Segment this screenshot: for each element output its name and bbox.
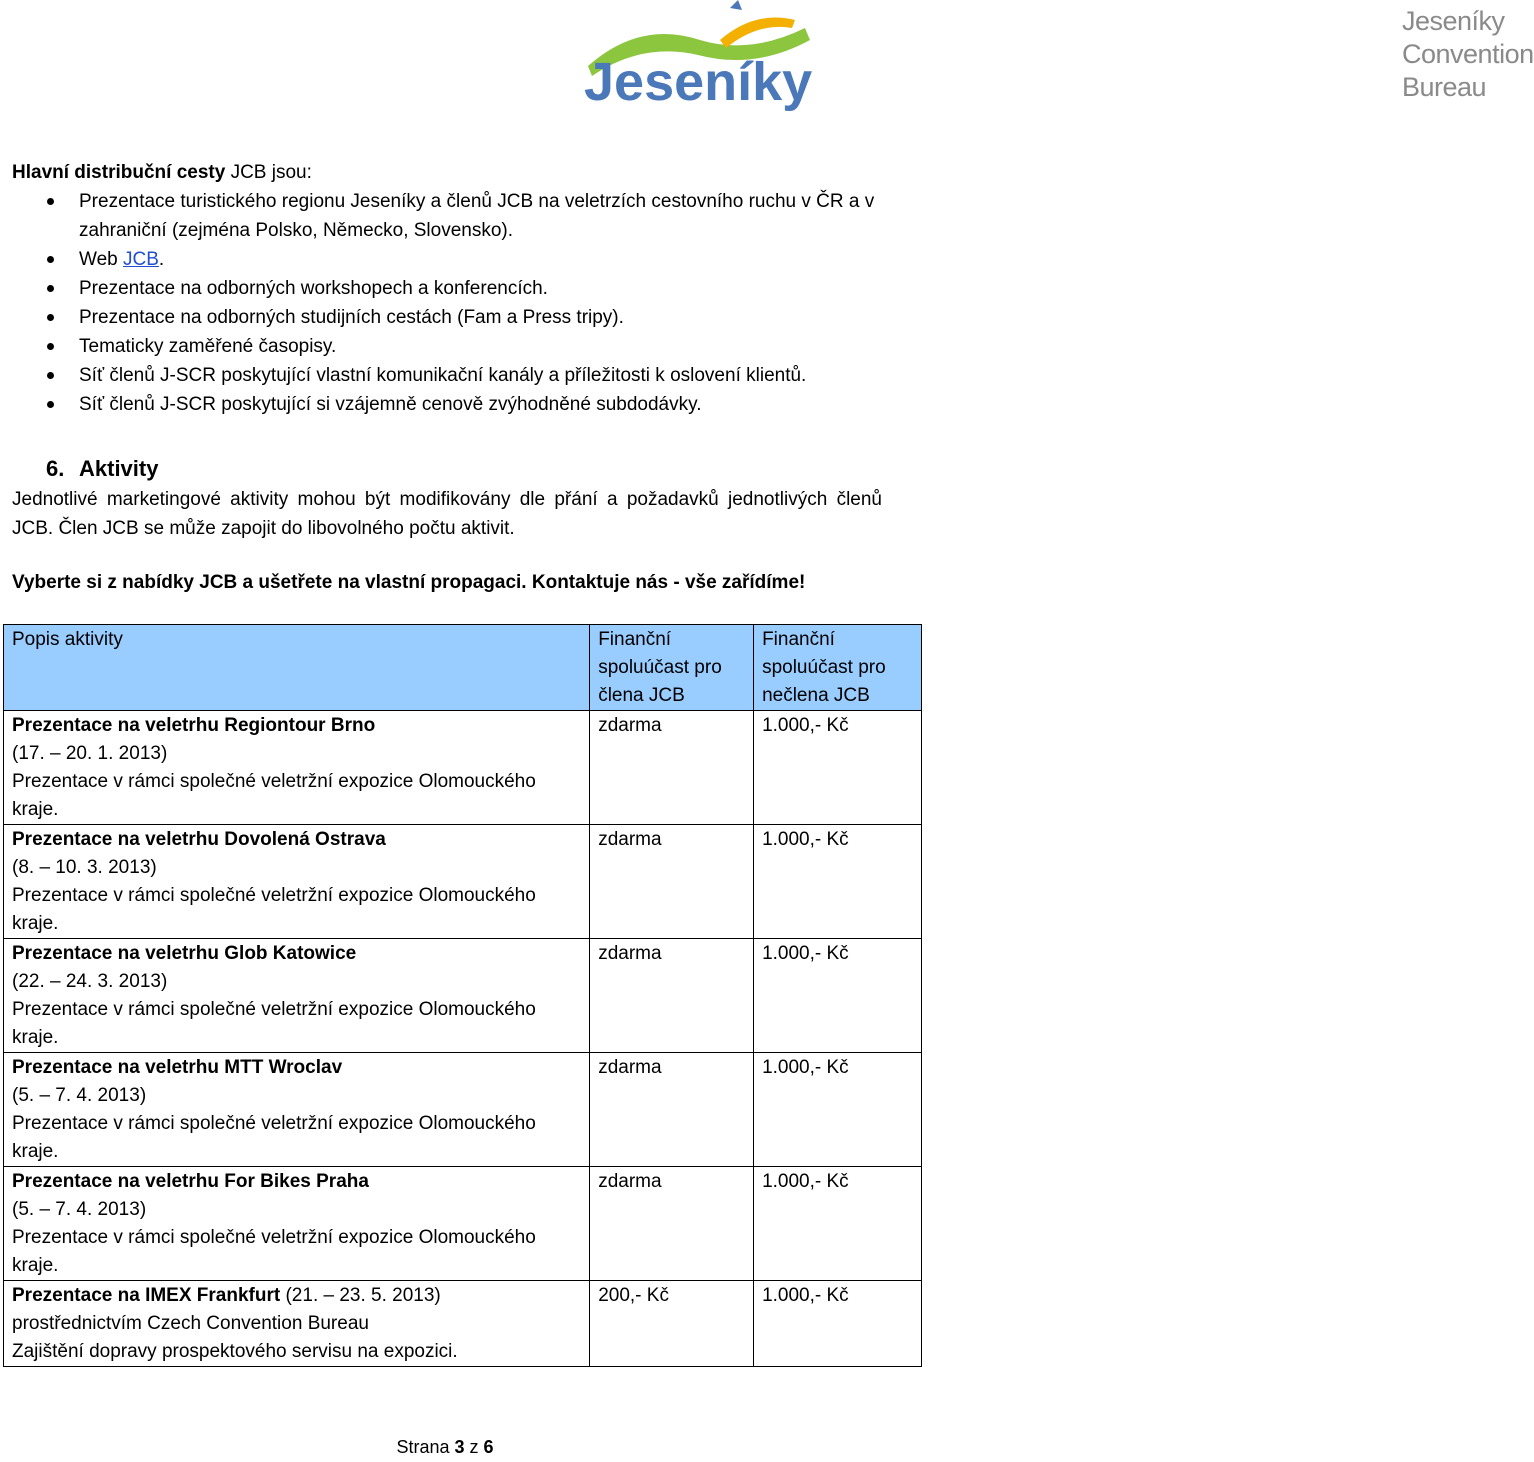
section-heading: 6. Aktivity — [46, 456, 159, 481]
activity-description — [4, 1281, 590, 1367]
member-price: zdarma — [590, 1167, 754, 1281]
list-item: Tematicky zaměřené časopisy. — [12, 332, 892, 361]
activity-line: Prezentace v rámci společné veletržní expozice Olomouckého kraje. — [12, 999, 536, 1048]
header-description: Popis aktivity — [4, 625, 590, 711]
nonmember-price: 1.000,- Kč — [754, 825, 922, 939]
activity-line: (22. – 24. 3. 2013) — [12, 971, 168, 992]
table-row — [4, 1053, 922, 1167]
activity-description — [4, 825, 590, 939]
activity-description — [4, 711, 590, 825]
member-price: zdarma — [590, 939, 754, 1053]
nonmember-price: 1.000,- Kč — [754, 1167, 922, 1281]
table-row — [4, 1281, 922, 1367]
svg-text:Jeseníky: Jeseníky — [584, 52, 813, 112]
activities-table — [3, 624, 922, 1367]
list-item: Prezentace turistického regionu Jeseníky a členů JCB na veletrzích cestovního ruchu v ČR a v zahraniční (zejména Polsko, Německo, Slovensko). — [12, 187, 892, 245]
activity-title: Prezentace na veletrhu MTT Wroclav — [12, 1057, 343, 1078]
nonmember-price: 1.000,- Kč — [754, 1281, 922, 1367]
logo-line-2: Convention — [1402, 39, 1534, 69]
call-to-action: Vyberte si z nabídky JCB a ušetřete na vlastní propagaci. Kontaktuje nás - vše zařídíme! — [12, 572, 806, 593]
section-text: Jednotlivé marketingové aktivity mohou být modifikovány dle přání a požadavků jednotlivých členů JCB. Člen JCB se může zapojit do libovolného počtu aktivit. — [12, 489, 882, 539]
logo-line-3: Bureau — [1402, 72, 1487, 102]
activity-line: (5. – 7. 4. 2013) — [12, 1199, 147, 1220]
member-price: zdarma — [590, 711, 754, 825]
activity-title-line — [12, 1282, 581, 1310]
list-item: Síť členů J-SCR poskytující si vzájemně cenově zvýhodněné subdodávky. — [12, 390, 892, 419]
member-price: zdarma — [590, 1053, 754, 1167]
activity-line: (8. – 10. 3. 2013) — [12, 857, 157, 878]
activity-title: Prezentace na veletrhu For Bikes Praha — [12, 1171, 369, 1192]
activity-title: Prezentace na IMEX Frankfurt — [12, 1285, 281, 1306]
activity-date: (21. – 23. 5. 2013) — [280, 1285, 441, 1306]
list-item: Síť členů J-SCR poskytující vlastní komunikační kanály a příležitosti k oslovení klientů. — [12, 361, 892, 390]
activity-line: (5. – 7. 4. 2013) — [12, 1085, 147, 1106]
logo-line-1: Jeseníky — [1402, 6, 1505, 36]
list-item: Prezentace na odborných studijních cestách (Fam a Press tripy). — [12, 303, 892, 332]
table-row — [4, 939, 922, 1053]
activity-description — [4, 939, 590, 1053]
activity-line: Prezentace v rámci společné veletržní expozice Olomouckého kraje. — [12, 885, 536, 934]
activity-description — [4, 1053, 590, 1167]
nonmember-price: 1.000,- Kč — [754, 939, 922, 1053]
list-item-web: Web JCB. — [12, 245, 892, 274]
table-row — [4, 711, 922, 825]
activity-description — [4, 1167, 590, 1281]
distribution-block — [12, 158, 892, 419]
activity-title: Prezentace na veletrhu Glob Katowice — [12, 943, 357, 964]
page-number: Strana 3 z 6 — [396, 1437, 494, 1457]
jcb-link[interactable]: JCB — [123, 249, 159, 270]
header-nonmember: Finanční spoluúčast pro nečlena JCB — [754, 625, 922, 711]
member-price: 200,- Kč — [590, 1281, 754, 1367]
table-row — [4, 825, 922, 939]
activity-title: Prezentace na veletrhu Regiontour Brno — [12, 715, 376, 736]
distribution-title: Hlavní distribuční cesty JCB jsou: — [12, 162, 312, 183]
table-header-row — [4, 625, 922, 711]
list-item: Prezentace na odborných workshopech a konferencích. — [12, 274, 892, 303]
table-row — [4, 1167, 922, 1281]
distribution-list — [12, 187, 892, 419]
activity-line: (17. – 20. 1. 2013) — [12, 743, 168, 764]
logo-graphic-icon — [580, 0, 820, 118]
activity-line: Zajištění dopravy prospektového servisu na expozici. — [12, 1341, 458, 1362]
nonmember-price: 1.000,- Kč — [754, 1053, 922, 1167]
nonmember-price: 1.000,- Kč — [754, 711, 922, 825]
activity-line: Prezentace v rámci společné veletržní expozice Olomouckého kraje. — [12, 1113, 536, 1162]
activity-title: Prezentace na veletrhu Dovolená Ostrava — [12, 829, 386, 850]
activity-line: prostřednictvím Czech Convention Bureau — [12, 1313, 369, 1334]
header-member: Finanční spoluúčast pro člena JCB — [590, 625, 754, 711]
member-price: zdarma — [590, 825, 754, 939]
activity-line: Prezentace v rámci společné veletržní expozice Olomouckého kraje. — [12, 771, 536, 820]
activities-section — [12, 453, 882, 543]
jeseniky-logo — [580, 0, 1534, 118]
activity-line: Prezentace v rámci společné veletržní expozice Olomouckého kraje. — [12, 1227, 536, 1276]
